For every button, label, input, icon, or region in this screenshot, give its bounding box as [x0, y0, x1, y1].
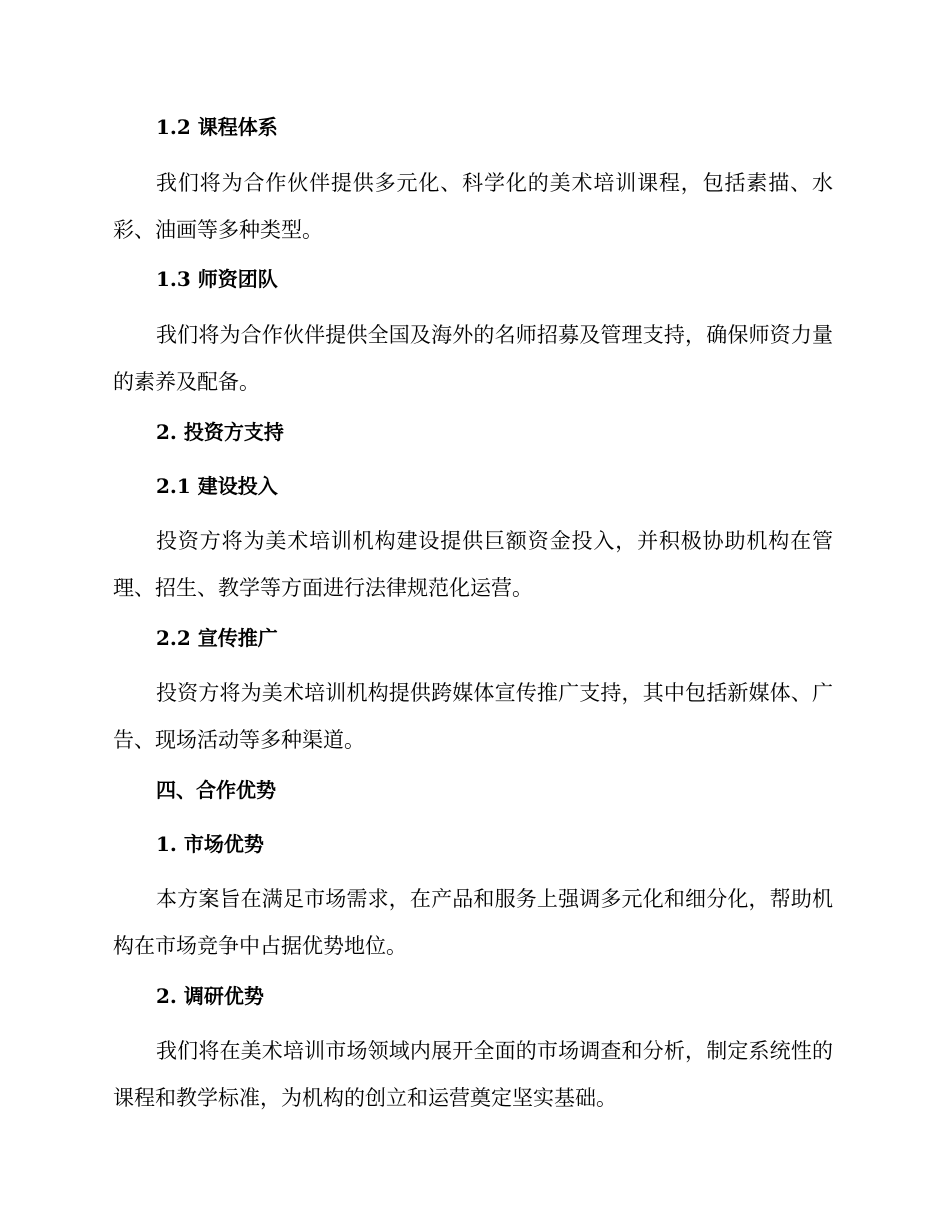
heading-promotion: 2.2 宣传推广	[156, 626, 278, 650]
heading-market-advantage: 1. 市场优势	[156, 832, 264, 856]
heading-investor-support: 2. 投资方支持	[156, 420, 284, 444]
paragraph-market-advantage: 本方案旨在满足市场需求，在产品和服务上强调多元化和细分化，帮助机构在市场竞争中占据优势地位。	[113, 887, 833, 958]
paragraph-research-advantage: 我们将在美术培训市场领域内展开全面的市场调查和分析，制定系统性的课程和教学标准，为机构的创立和运营奠定坚实基础。	[113, 1039, 833, 1110]
heading-construction-investment: 2.1 建设投入	[156, 474, 278, 498]
heading-curriculum: 1.2 课程体系	[156, 115, 278, 139]
heading-cooperation-advantages: 四、合作优势	[156, 778, 276, 802]
paragraph-promotion: 投资方将为美术培训机构提供跨媒体宣传推广支持，其中包括新媒体、广告、现场活动等多种渠道。	[113, 681, 833, 752]
paragraph-faculty: 我们将为合作伙伴提供全国及海外的名师招募及管理支持，确保师资力量的素养及配备。	[113, 323, 833, 394]
paragraph-curriculum: 我们将为合作伙伴提供多元化、科学化的美术培训课程，包括素描、水彩、油画等多种类型。	[113, 171, 833, 242]
heading-research-advantage: 2. 调研优势	[156, 984, 264, 1008]
paragraph-construction-investment: 投资方将为美术培训机构建设提供巨额资金投入，并积极协助机构在管理、招生、教学等方面进行法律规范化运营。	[113, 529, 833, 600]
heading-faculty: 1.3 师资团队	[156, 267, 278, 291]
